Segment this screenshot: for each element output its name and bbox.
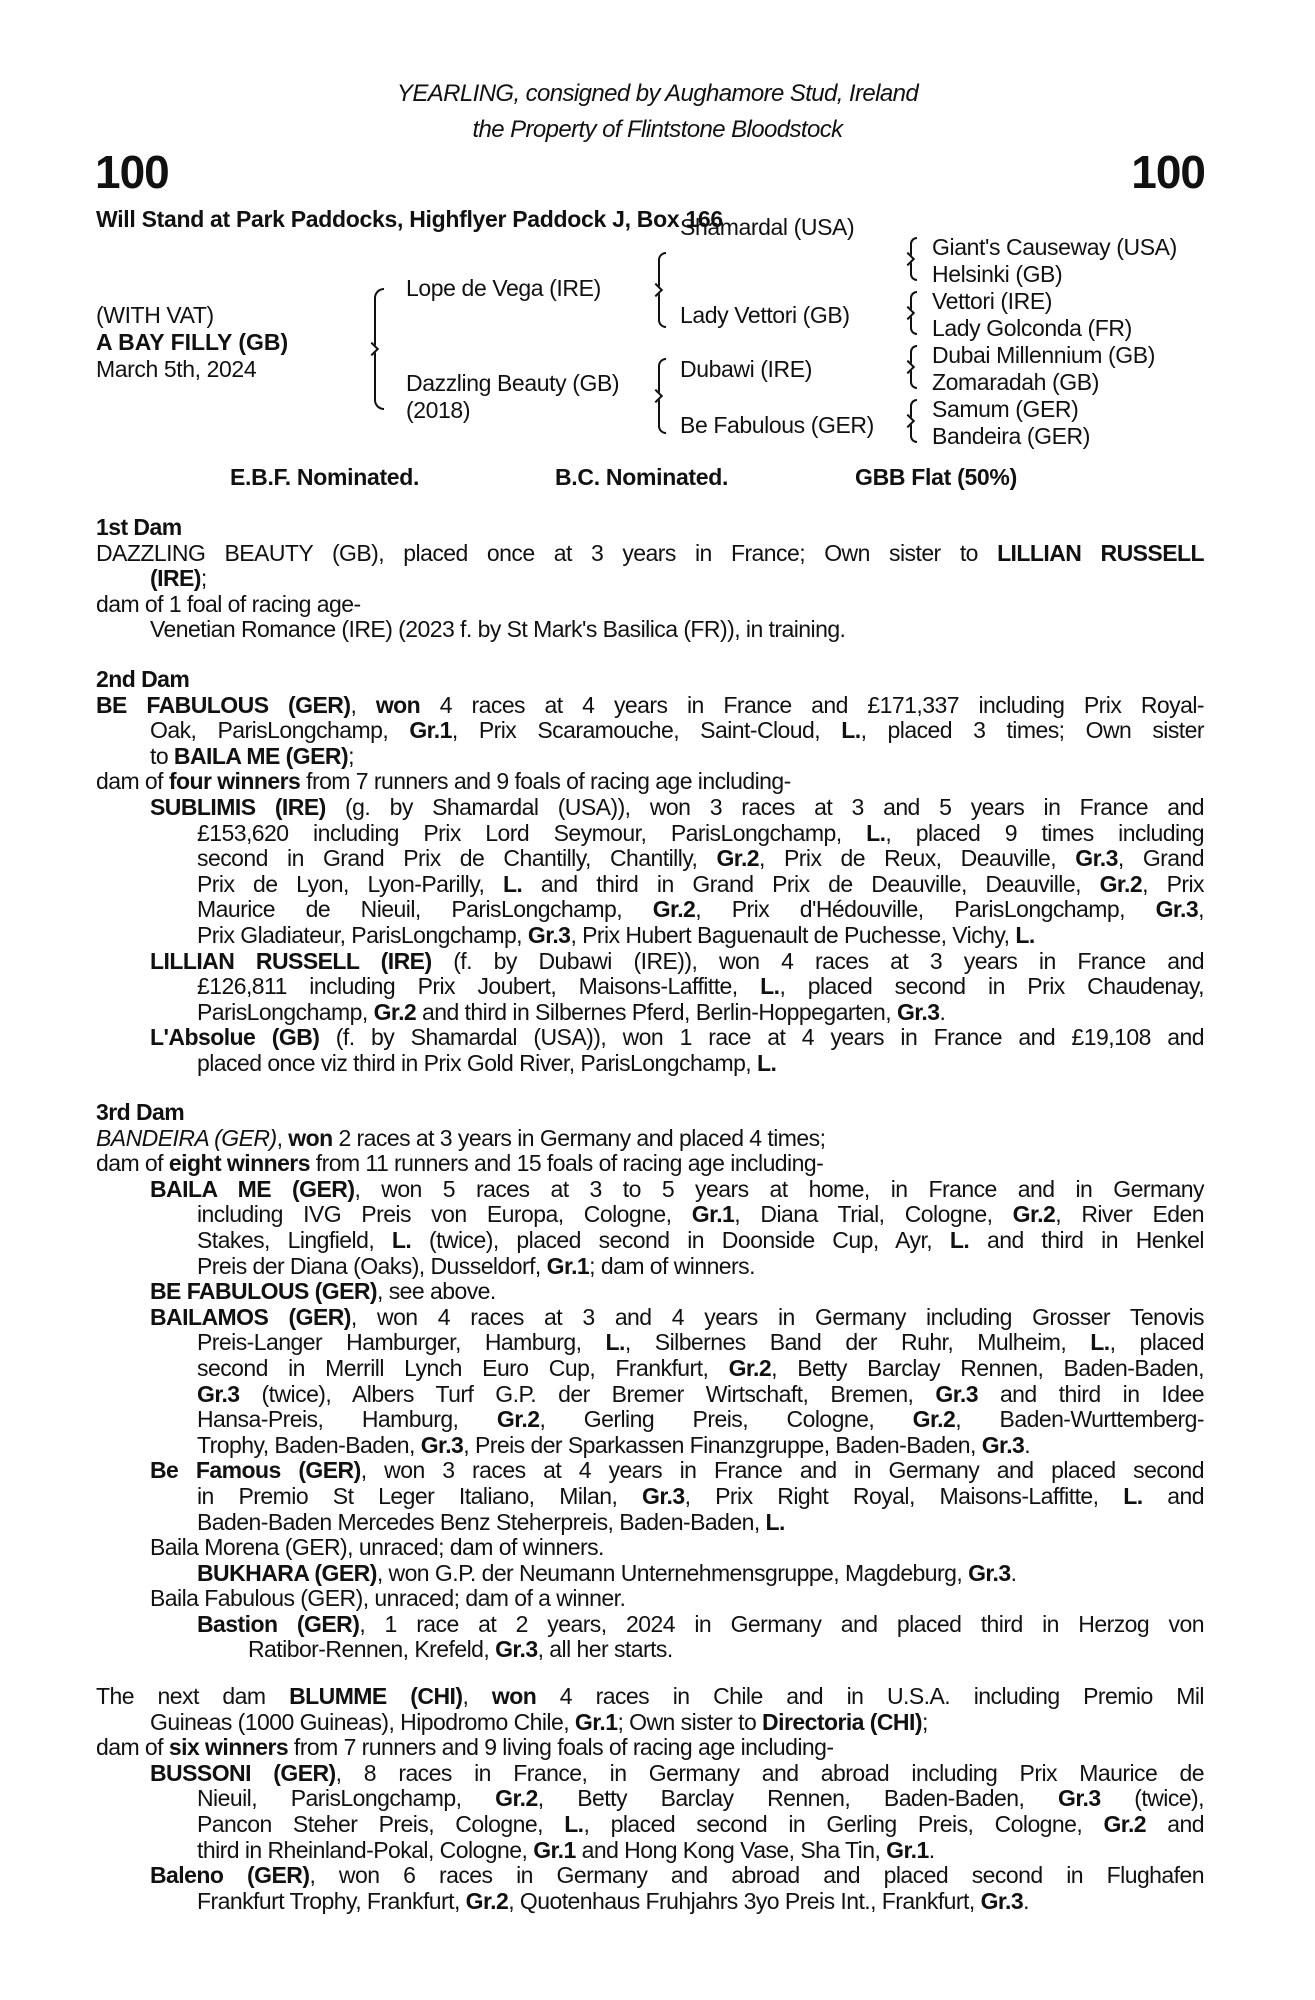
bc-nomination: B.C. Nominated. <box>555 464 729 490</box>
text: , 1 race at 2 years, 2024 in Germany and placed third in Herzog von <box>359 1610 1204 1637</box>
bold-text: Gr.2 <box>652 896 696 923</box>
section-heading: 3rd Dam <box>96 1099 185 1125</box>
pedigree-brace-3b <box>910 291 917 335</box>
horse-name: A BAY FILLY (GB) <box>96 329 289 355</box>
text: , Grand <box>1117 845 1204 872</box>
first-dam-section <box>96 515 1204 643</box>
text: . <box>1010 1559 1017 1586</box>
text: , won 3 races at 4 years in France and in Germany and placed second <box>360 1457 1204 1484</box>
text-line <box>197 1254 1204 1280</box>
text: in Premio St Leger Italiano, Milan, <box>197 1482 643 1509</box>
text-line <box>197 1228 1204 1254</box>
pedigree-brace-1 <box>374 288 384 410</box>
text: , River Eden <box>1055 1201 1204 1228</box>
text-line <box>197 1786 1204 1812</box>
text: ; <box>921 1708 928 1735</box>
bold-text: won <box>375 691 421 718</box>
bold-text: Gr.2 <box>495 1785 538 1812</box>
text: ; dam of winners. <box>589 1252 755 1279</box>
text: , won G.P. der Neumann Unternehmensgruppe, Magdeburg, <box>376 1559 969 1586</box>
text: dam of <box>96 1150 169 1177</box>
text: , Prix <box>1142 870 1205 897</box>
text: and third in Idee <box>977 1380 1204 1407</box>
text: , Preis der Sparkassen Finanzgruppe, Baden-Baden, <box>463 1431 982 1458</box>
text-line <box>197 1812 1204 1838</box>
pedigree-g3-4: Lady Golconda (FR) <box>932 315 1132 341</box>
text: , <box>276 1124 289 1151</box>
text: dam of <box>96 1734 169 1761</box>
text-line <box>96 769 1204 795</box>
text-line <box>150 1458 1204 1484</box>
text: . <box>939 998 946 1025</box>
text: , placed 3 times; Own sister <box>860 717 1204 744</box>
text-line <box>96 1735 1204 1761</box>
bold-text: Gr.3 <box>1075 845 1118 872</box>
text: , Prix de Reux, Deauville, <box>759 845 1076 872</box>
text: from 11 runners and 15 foals of racing age including- <box>309 1150 824 1177</box>
text-line <box>150 1586 1204 1612</box>
gbb-flat: GBB Flat (50%) <box>855 464 1017 490</box>
text: , Silbernes Band der Ruhr, Mulheim, <box>624 1329 1091 1356</box>
bold-text: L. <box>605 1329 625 1356</box>
text-line <box>197 1382 1204 1408</box>
text: (g. by Shamardal (USA)), won 3 races at 3 and 5 years in France and <box>325 793 1204 820</box>
text-line <box>150 1863 1204 1889</box>
bold-text: L. <box>757 1049 777 1076</box>
text-line <box>150 949 1204 975</box>
text-line <box>197 1051 1204 1077</box>
text-line <box>197 1330 1204 1356</box>
text: 4 races at 4 years in France and £171,337 including Prix Royal- <box>420 691 1204 718</box>
bold-text: Gr.2 <box>465 1887 509 1914</box>
bold-text: Be Famous (GER) <box>150 1457 361 1484</box>
property-line: the Property of Flintstone Bloodstock <box>472 116 843 143</box>
text: Frankfurt Trophy, Frankfurt, <box>197 1887 466 1914</box>
bold-text: Gr.2 <box>912 1406 956 1433</box>
text: Baila Fabulous (GER), unraced; dam of a winner. <box>150 1585 626 1612</box>
bold-text: LILLIAN RUSSELL (IRE) <box>150 947 432 974</box>
text: , Prix Hubert Baguenault de Puchesse, Vichy, <box>570 921 1016 948</box>
bold-text: Gr.3 <box>935 1380 978 1407</box>
text: Baden-Baden Mercedes Benz Steherpreis, Baden-Baden, <box>197 1508 766 1535</box>
bold-text: Gr.3 <box>495 1636 538 1663</box>
text: , see above. <box>377 1278 496 1305</box>
bold-text: Gr.2 <box>716 845 760 872</box>
bold-text: six winners <box>168 1734 289 1761</box>
text: , Betty Barclay Rennen, Baden-Baden, <box>537 1785 1059 1812</box>
text: dam of <box>96 768 169 795</box>
bold-text: Gr.3 <box>896 998 940 1025</box>
vat-note: (WITH VAT) <box>96 302 214 328</box>
text-line <box>150 566 1204 592</box>
bold-text: Gr.2 <box>1103 1810 1147 1837</box>
bold-text: eight winners <box>168 1150 310 1177</box>
text: Maurice de Nieuil, ParisLongchamp, <box>197 896 653 923</box>
text: from 7 runners and 9 living foals of racing age including- <box>288 1734 834 1761</box>
text: Stakes, Lingfield, <box>197 1226 392 1253</box>
text-line <box>96 693 1204 719</box>
bold-text: BAILAMOS (GER) <box>150 1303 351 1330</box>
text: , Prix d'Hédouville, ParisLongchamp, <box>695 896 1156 923</box>
pedigree-brace-3d <box>910 399 917 443</box>
text: . <box>928 1836 935 1863</box>
pedigree-sire-sire: Shamardal (USA) <box>680 214 855 240</box>
bold-text: L. <box>765 1508 785 1535</box>
text: . <box>1024 1431 1031 1458</box>
consignor-line: YEARLING, consigned by Aughamore Stud, Ireland <box>396 80 919 107</box>
text: , <box>1198 896 1204 923</box>
text-line <box>197 1433 1204 1459</box>
bold-text: Gr.3 <box>981 1431 1025 1458</box>
text: £153,620 including Prix Lord Seymour, ParisLongchamp, <box>197 819 867 846</box>
text-line <box>96 541 1204 567</box>
text: ; Own sister to <box>617 1708 763 1735</box>
bold-text: L. <box>1015 921 1035 948</box>
text-line <box>197 1484 1204 1510</box>
text: and third in Henkel <box>969 1226 1204 1253</box>
text-line <box>96 1684 1204 1710</box>
bold-text: L. <box>760 973 780 1000</box>
text-line <box>197 846 1204 872</box>
bold-text: Gr.3 <box>420 1431 464 1458</box>
bold-text: Gr.2 <box>496 1406 540 1433</box>
text: , placed second in Gerling Preis, Cologne, <box>583 1810 1104 1837</box>
bold-text: four winners <box>168 768 301 795</box>
bold-text: BUKHARA (GER) <box>197 1559 377 1586</box>
text: third in Rheinland-Pokal, Cologne, <box>197 1836 534 1863</box>
text-line <box>96 1126 1204 1152</box>
text-line <box>150 617 1204 643</box>
text: and third in Silbernes Pferd, Berlin-Hoppegarten, <box>416 998 897 1025</box>
bold-text: L. <box>1123 1482 1143 1509</box>
pedigree-dam-year: (2018) <box>406 397 471 423</box>
section-heading: 2nd Dam <box>96 666 190 692</box>
bold-text: Gr.3 <box>980 1887 1024 1914</box>
text: , Prix Right Royal, Maisons-Laffitte, <box>684 1482 1124 1509</box>
bold-text: L. <box>866 819 886 846</box>
text: Preis-Langer Hamburger, Hamburg, <box>197 1329 606 1356</box>
text: and third in Grand Prix de Deauville, Deauville, <box>522 870 1100 897</box>
text: , <box>350 691 376 718</box>
lot-number-left: 100 <box>95 146 169 198</box>
text: and <box>1142 1482 1205 1509</box>
text-line <box>150 744 1204 770</box>
bold-text: L. <box>841 717 861 744</box>
bold-text: Gr.2 <box>1099 870 1143 897</box>
text: , Prix Scaramouche, Saint-Cloud, <box>451 717 842 744</box>
text-line <box>150 1305 1204 1331</box>
bold-text: Gr.1 <box>533 1836 576 1863</box>
text-line <box>197 1510 1204 1536</box>
bold-text: BUSSONI (GER) <box>150 1759 336 1786</box>
bold-text: L'Absolue (GB) <box>150 1024 320 1051</box>
bold-text: BE FABULOUS (GER) <box>150 1278 378 1305</box>
text: , Baden-Wurttemberg- <box>955 1406 1204 1433</box>
bold-text: BLUMME (CHI) <box>289 1683 463 1709</box>
bold-text: Gr.3 <box>197 1380 240 1407</box>
bold-text: Gr.3 <box>1058 1785 1101 1812</box>
pedigree-dam-dam: Be Fabulous (GER) <box>680 412 874 438</box>
next-dam-section <box>96 1684 1204 1914</box>
text: ; <box>348 742 354 769</box>
bold-text: BAILA ME (GER) <box>150 1175 355 1202</box>
text-line <box>197 1612 1204 1638</box>
text: (twice), Albers Turf G.P. der Bremer Wirtschaft, Bremen, <box>239 1380 936 1407</box>
bold-text: Baleno (GER) <box>150 1862 310 1889</box>
text-line <box>150 1761 1204 1787</box>
pedigree-dam-sire: Dubawi (IRE) <box>680 356 812 382</box>
text: (f. by Shamardal (USA)), won 1 race at 4 years in France and £19,108 and <box>319 1024 1204 1051</box>
bold-text: BAILA ME (GER) <box>173 742 349 769</box>
lot-number-right: 100 <box>1131 146 1205 198</box>
text: including IVG Preis von Europa, Cologne, <box>197 1201 692 1228</box>
bold-text: Gr.2 <box>728 1354 772 1381</box>
text: , Quotenhaus Fruhjahrs 3yo Preis Int., Frankfurt, <box>508 1887 981 1914</box>
text: Hansa-Preis, Hamburg, <box>197 1406 497 1433</box>
text: (f. by Dubawi (IRE)), won 4 races at 3 years in France and <box>431 947 1204 974</box>
pedigree-g3-3: Vettori (IRE) <box>932 288 1053 314</box>
text: dam of 1 foal of racing age- <box>96 590 361 617</box>
bold-text: BE FABULOUS (GER) <box>96 691 351 718</box>
bold-text: L. <box>502 870 523 897</box>
pedigree-g3-1: Giant's Causeway (USA) <box>932 234 1177 260</box>
bold-text: Gr.3 <box>1155 896 1199 923</box>
bold-text: Gr.2 <box>1012 1201 1056 1228</box>
bold-text: Gr.1 <box>546 1252 590 1279</box>
text-line <box>197 1407 1204 1433</box>
pedigree-g3-2: Helsinki (GB) <box>932 261 1063 287</box>
ebf-nomination: E.B.F. Nominated. <box>230 464 420 490</box>
stand-location: Will Stand at Park Paddocks, Highflyer Paddock J, Box 166 <box>96 206 723 232</box>
text: second in Grand Prix de Chantilly, Chantilly, <box>197 845 717 872</box>
text: Baila Morena (GER), unraced; dam of winners. <box>150 1534 604 1561</box>
text: . <box>1023 1887 1029 1914</box>
text-line <box>197 872 1204 898</box>
pedigree-g3-8: Bandeira (GER) <box>932 423 1091 449</box>
text: , won 6 races in Germany and abroad and placed second in Flughafen <box>309 1862 1204 1889</box>
text: Venetian Romance (IRE) (2023 f. by St Mark's Basilica (FR)), in training. <box>150 616 846 643</box>
text: , placed 9 times including <box>885 819 1204 846</box>
text: Pancon Steher Preis, Cologne, <box>197 1810 565 1837</box>
bold-text: L. <box>391 1226 412 1253</box>
text: , Gerling Preis, Cologne, <box>539 1406 913 1433</box>
text-line <box>96 592 1204 618</box>
bold-text: LILLIAN RUSSELL <box>997 539 1205 566</box>
pedigree-brace-2b <box>658 358 666 434</box>
text: Guineas (1000 Guineas), Hipodromo Chile, <box>150 1708 575 1735</box>
text: Preis der Diana (Oaks), Dusseldorf, <box>197 1252 547 1279</box>
text: ParisLongchamp, <box>197 998 374 1025</box>
text: and Hong Kong Vase, Sha Tin, <box>575 1836 887 1863</box>
pedigree-brace-3c <box>910 345 917 389</box>
text: , placed <box>1109 1329 1205 1356</box>
text: The next dam <box>96 1683 290 1709</box>
text: Nieuil, ParisLongchamp, <box>197 1785 496 1812</box>
pedigree-dam: Dazzling Beauty (GB) <box>406 370 620 396</box>
text: Oak, ParisLongchamp, <box>150 717 410 744</box>
bold-text: won <box>288 1124 333 1151</box>
text: second in Merrill Lynch Euro Cup, Frankfurt, <box>197 1354 729 1381</box>
bold-text: Gr.1 <box>409 717 452 744</box>
text: to <box>150 742 174 769</box>
bold-text: L. <box>564 1810 584 1837</box>
text: placed once viz third in Prix Gold River, ParisLongchamp, <box>197 1049 757 1076</box>
bold-text: Bastion (GER) <box>197 1610 360 1637</box>
text-line <box>150 795 1204 821</box>
text: , all her starts. <box>537 1636 673 1663</box>
text: 4 races in Chile and in U.S.A. including Premio Mil <box>536 1683 1204 1709</box>
text-line <box>197 821 1204 847</box>
text-line <box>197 1561 1204 1587</box>
text-line <box>150 1710 1204 1736</box>
bold-text: won <box>491 1683 537 1709</box>
text: ; <box>200 565 207 592</box>
bold-text: Directoria (CHI) <box>762 1708 922 1735</box>
text-line <box>197 1838 1204 1864</box>
text: , Diana Trial, Cologne, <box>734 1201 1013 1228</box>
bold-text: SUBLIMIS (IRE) <box>150 793 326 820</box>
text: Trophy, Baden-Baden, <box>197 1431 421 1458</box>
text: , placed second in Prix Chaudenay, <box>779 973 1204 1000</box>
text-line <box>197 1889 1204 1915</box>
bold-text: L. <box>949 1226 970 1253</box>
text: and <box>1146 1810 1204 1837</box>
bold-text: Gr.3 <box>642 1482 685 1509</box>
second-dam-section <box>96 667 1204 1077</box>
text: DAZZLING BEAUTY (GB), placed once at 3 years in France; Own sister to <box>96 539 998 566</box>
italic-text: BANDEIRA (GER) <box>96 1124 277 1151</box>
text: Ratibor-Rennen, Krefeld, <box>248 1636 496 1663</box>
bold-text: Gr.1 <box>886 1836 929 1863</box>
text: Prix de Lyon, Lyon-Parilly, <box>197 870 503 897</box>
pedigree-brace-2a <box>658 252 666 328</box>
bold-text: Gr.1 <box>691 1201 735 1228</box>
text-line <box>197 1356 1204 1382</box>
third-dam-section <box>96 1100 1204 1663</box>
text: (twice), placed second in Doonside Cup, Ayr, <box>411 1226 950 1253</box>
foaling-date: March 5th, 2024 <box>96 356 257 382</box>
text: , won 4 races at 3 and 4 years in Germany including Grosser Tenovis <box>350 1303 1204 1330</box>
bold-text: Gr.2 <box>373 998 417 1025</box>
text-line <box>96 1151 1204 1177</box>
text-line <box>197 897 1204 923</box>
pedigree-g3-6: Zomaradah (GB) <box>932 369 1099 395</box>
text-line <box>150 1177 1204 1203</box>
text-line <box>150 1025 1204 1051</box>
text-line <box>150 718 1204 744</box>
bold-text: Gr.3 <box>527 921 571 948</box>
text: (twice), <box>1100 1785 1204 1812</box>
bold-text: (IRE) <box>150 565 201 592</box>
pedigree-g3-5: Dubai Millennium (GB) <box>932 342 1155 368</box>
text-line <box>197 974 1204 1000</box>
bold-text: Gr.1 <box>574 1708 618 1735</box>
text: Prix Gladiateur, ParisLongchamp, <box>197 921 528 948</box>
text-line <box>150 1279 1204 1305</box>
section-heading: 1st Dam <box>96 514 182 540</box>
text: , 8 races in France, in Germany and abroad including Prix Maurice de <box>335 1759 1204 1786</box>
pedigree-sire-dam: Lady Vettori (GB) <box>680 302 850 328</box>
bold-text: L. <box>1090 1329 1110 1356</box>
text-line <box>197 1202 1204 1228</box>
text: , won 5 races at 3 to 5 years at home, in France and in Germany <box>354 1175 1204 1202</box>
text: , Betty Barclay Rennen, Baden-Baden, <box>771 1354 1205 1381</box>
pedigree-sire: Lope de Vega (IRE) <box>406 275 601 301</box>
text-line <box>197 1000 1204 1026</box>
text: , <box>462 1683 492 1709</box>
pedigree-g3-7: Samum (GER) <box>932 396 1079 422</box>
bold-text: Gr.3 <box>968 1559 1011 1586</box>
text: from 7 runners and 9 foals of racing age including- <box>300 768 791 795</box>
text-line <box>248 1637 1204 1663</box>
text-line <box>150 1535 1204 1561</box>
text: £126,811 including Prix Joubert, Maisons-Laffitte, <box>197 973 761 1000</box>
text: 2 races at 3 years in Germany and placed 4 times; <box>332 1124 826 1151</box>
pedigree-brace-3a <box>910 237 917 281</box>
text-line <box>197 923 1204 949</box>
